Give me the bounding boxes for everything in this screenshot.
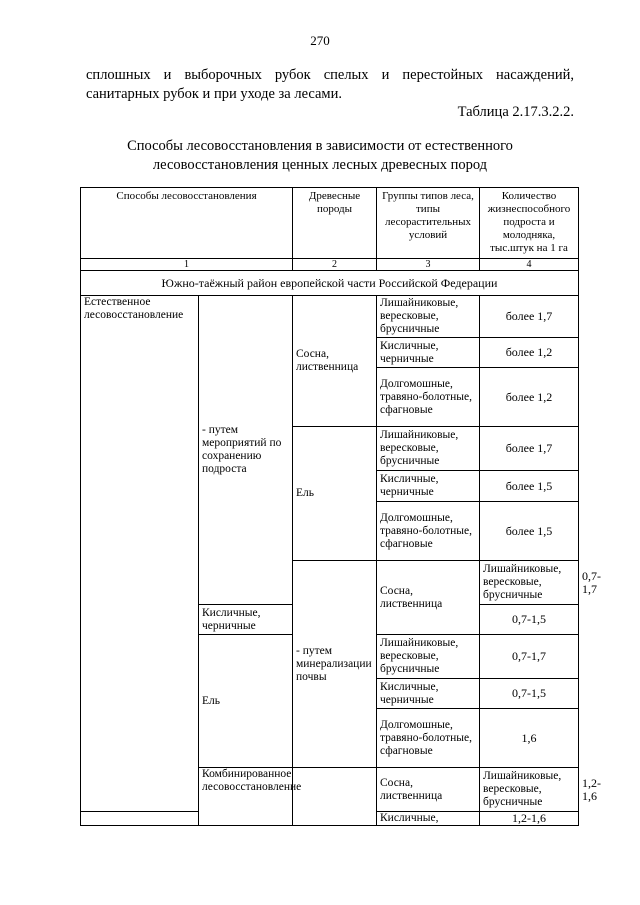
method-natural: Естественное лесовосстановление: [81, 296, 199, 812]
species-pine-larch-3: Сосна, лиственница: [377, 768, 480, 812]
quantity-cell: 0,7-1,7: [480, 635, 579, 679]
header-row: [81, 188, 579, 259]
caption-line-1: Способы лесовосстановления в зависимости от естественного: [127, 138, 513, 154]
header-forest-types: Группы типов леса, типы лесорастительных условий: [377, 188, 480, 259]
sub-method-mineral: - путем минерализации почвы: [293, 561, 377, 768]
quantity-cell: более 1,2: [480, 338, 579, 368]
forest-type-cell: Лишайниковые, вересковые, брусничные: [480, 561, 579, 605]
sub-method-empty: [293, 768, 377, 826]
species-pine-larch-2: Сосна, лиственница: [377, 561, 480, 635]
caption-line-2: лесовосстановления ценных лесных древесных пород: [152, 157, 488, 173]
table-row: - путем минерализации почвы Сосна, лиственница Лишайниковые, вересковые, брусничные 0,7-1,7: [81, 561, 579, 605]
intro-line-1: сплошных и выборочных рубок спелых и перестойных насаждений,: [86, 67, 574, 83]
forest-type-cell: Лишайниковые, вересковые, брусничные: [377, 427, 480, 471]
forest-type-cell: Долгомошные, травяно-болотные, сфагновые: [377, 502, 480, 561]
reforestation-table: [80, 187, 601, 826]
quantity-cell: 1,6: [480, 709, 579, 768]
forest-type-cell: Лишайниковые, вересковые, брусничные: [377, 635, 480, 679]
forest-type-cell: Кисличные, черничные: [377, 338, 480, 368]
region-row: [81, 271, 579, 296]
forest-type-cell: Кисличные,: [377, 812, 480, 826]
forest-type-cell: Лишайниковые, вересковые, брусничные: [480, 768, 579, 812]
quantity-cell: более 1,2: [480, 368, 579, 427]
quantity-cell: 1,2-1,6: [480, 812, 579, 826]
column-number-row: [81, 259, 579, 271]
quantity-cell: более 1,7: [480, 296, 579, 338]
page-number: 270: [310, 33, 330, 48]
species-spruce-1: Ель: [293, 427, 377, 561]
quantity-cell: более 1,5: [480, 502, 579, 561]
method-combined: Комбинированное лесовосстановление: [199, 768, 293, 826]
forest-type-cell: Кисличные, черничные: [377, 471, 480, 502]
forest-type-cell: Кисличные, черничные: [377, 679, 480, 709]
forest-type-cell: Долгомошные, травяно-болотные, сфагновые: [377, 709, 480, 768]
table-row: Комбинированное лесовосстановление Сосна, лиственница Лишайниковые, вересковые, брусничные 1,2-1,6: [81, 768, 579, 812]
column-number-4: 4: [480, 259, 579, 271]
intro-paragraph: [86, 66, 574, 104]
forest-type-cell: Лишайниковые, вересковые, брусничные: [377, 296, 480, 338]
header-species: Древесные породы: [293, 188, 377, 259]
quantity-cell: более 1,7: [480, 427, 579, 471]
region-title: Южно-таёжный район европейской части Российской Федерации: [81, 271, 579, 296]
table-reference: Таблица 2.17.3.2.2.: [457, 104, 574, 120]
forest-type-cell: Кисличные, черничные: [199, 605, 293, 635]
forest-type-cell: Долгомошные, травяно-болотные, сфагновые: [377, 368, 480, 427]
species-pine-larch-1: Сосна, лиственница: [293, 296, 377, 427]
column-number-1: 1: [81, 259, 293, 271]
column-number-2: 2: [293, 259, 377, 271]
species-empty: [81, 812, 199, 826]
header-quantity: Количество жизнеспособного подроста и молодняка, тыс.штук на 1 га: [480, 188, 579, 259]
table-caption: [0, 137, 640, 175]
intro-line-2: санитарных рубок и при уходе за лесами.: [86, 86, 342, 102]
sub-method-preserve: - путем мероприятий по сохранению подроста: [199, 296, 293, 605]
quantity-cell: 0,7-1,5: [480, 679, 579, 709]
quantity-cell: более 1,5: [480, 471, 579, 502]
quantity-cell: 0,7-1,5: [480, 605, 579, 635]
column-number-3: 3: [377, 259, 480, 271]
table-row: [81, 296, 579, 338]
species-spruce-2: Ель: [199, 635, 293, 768]
header-methods: Способы лесовосстановления: [81, 188, 293, 259]
